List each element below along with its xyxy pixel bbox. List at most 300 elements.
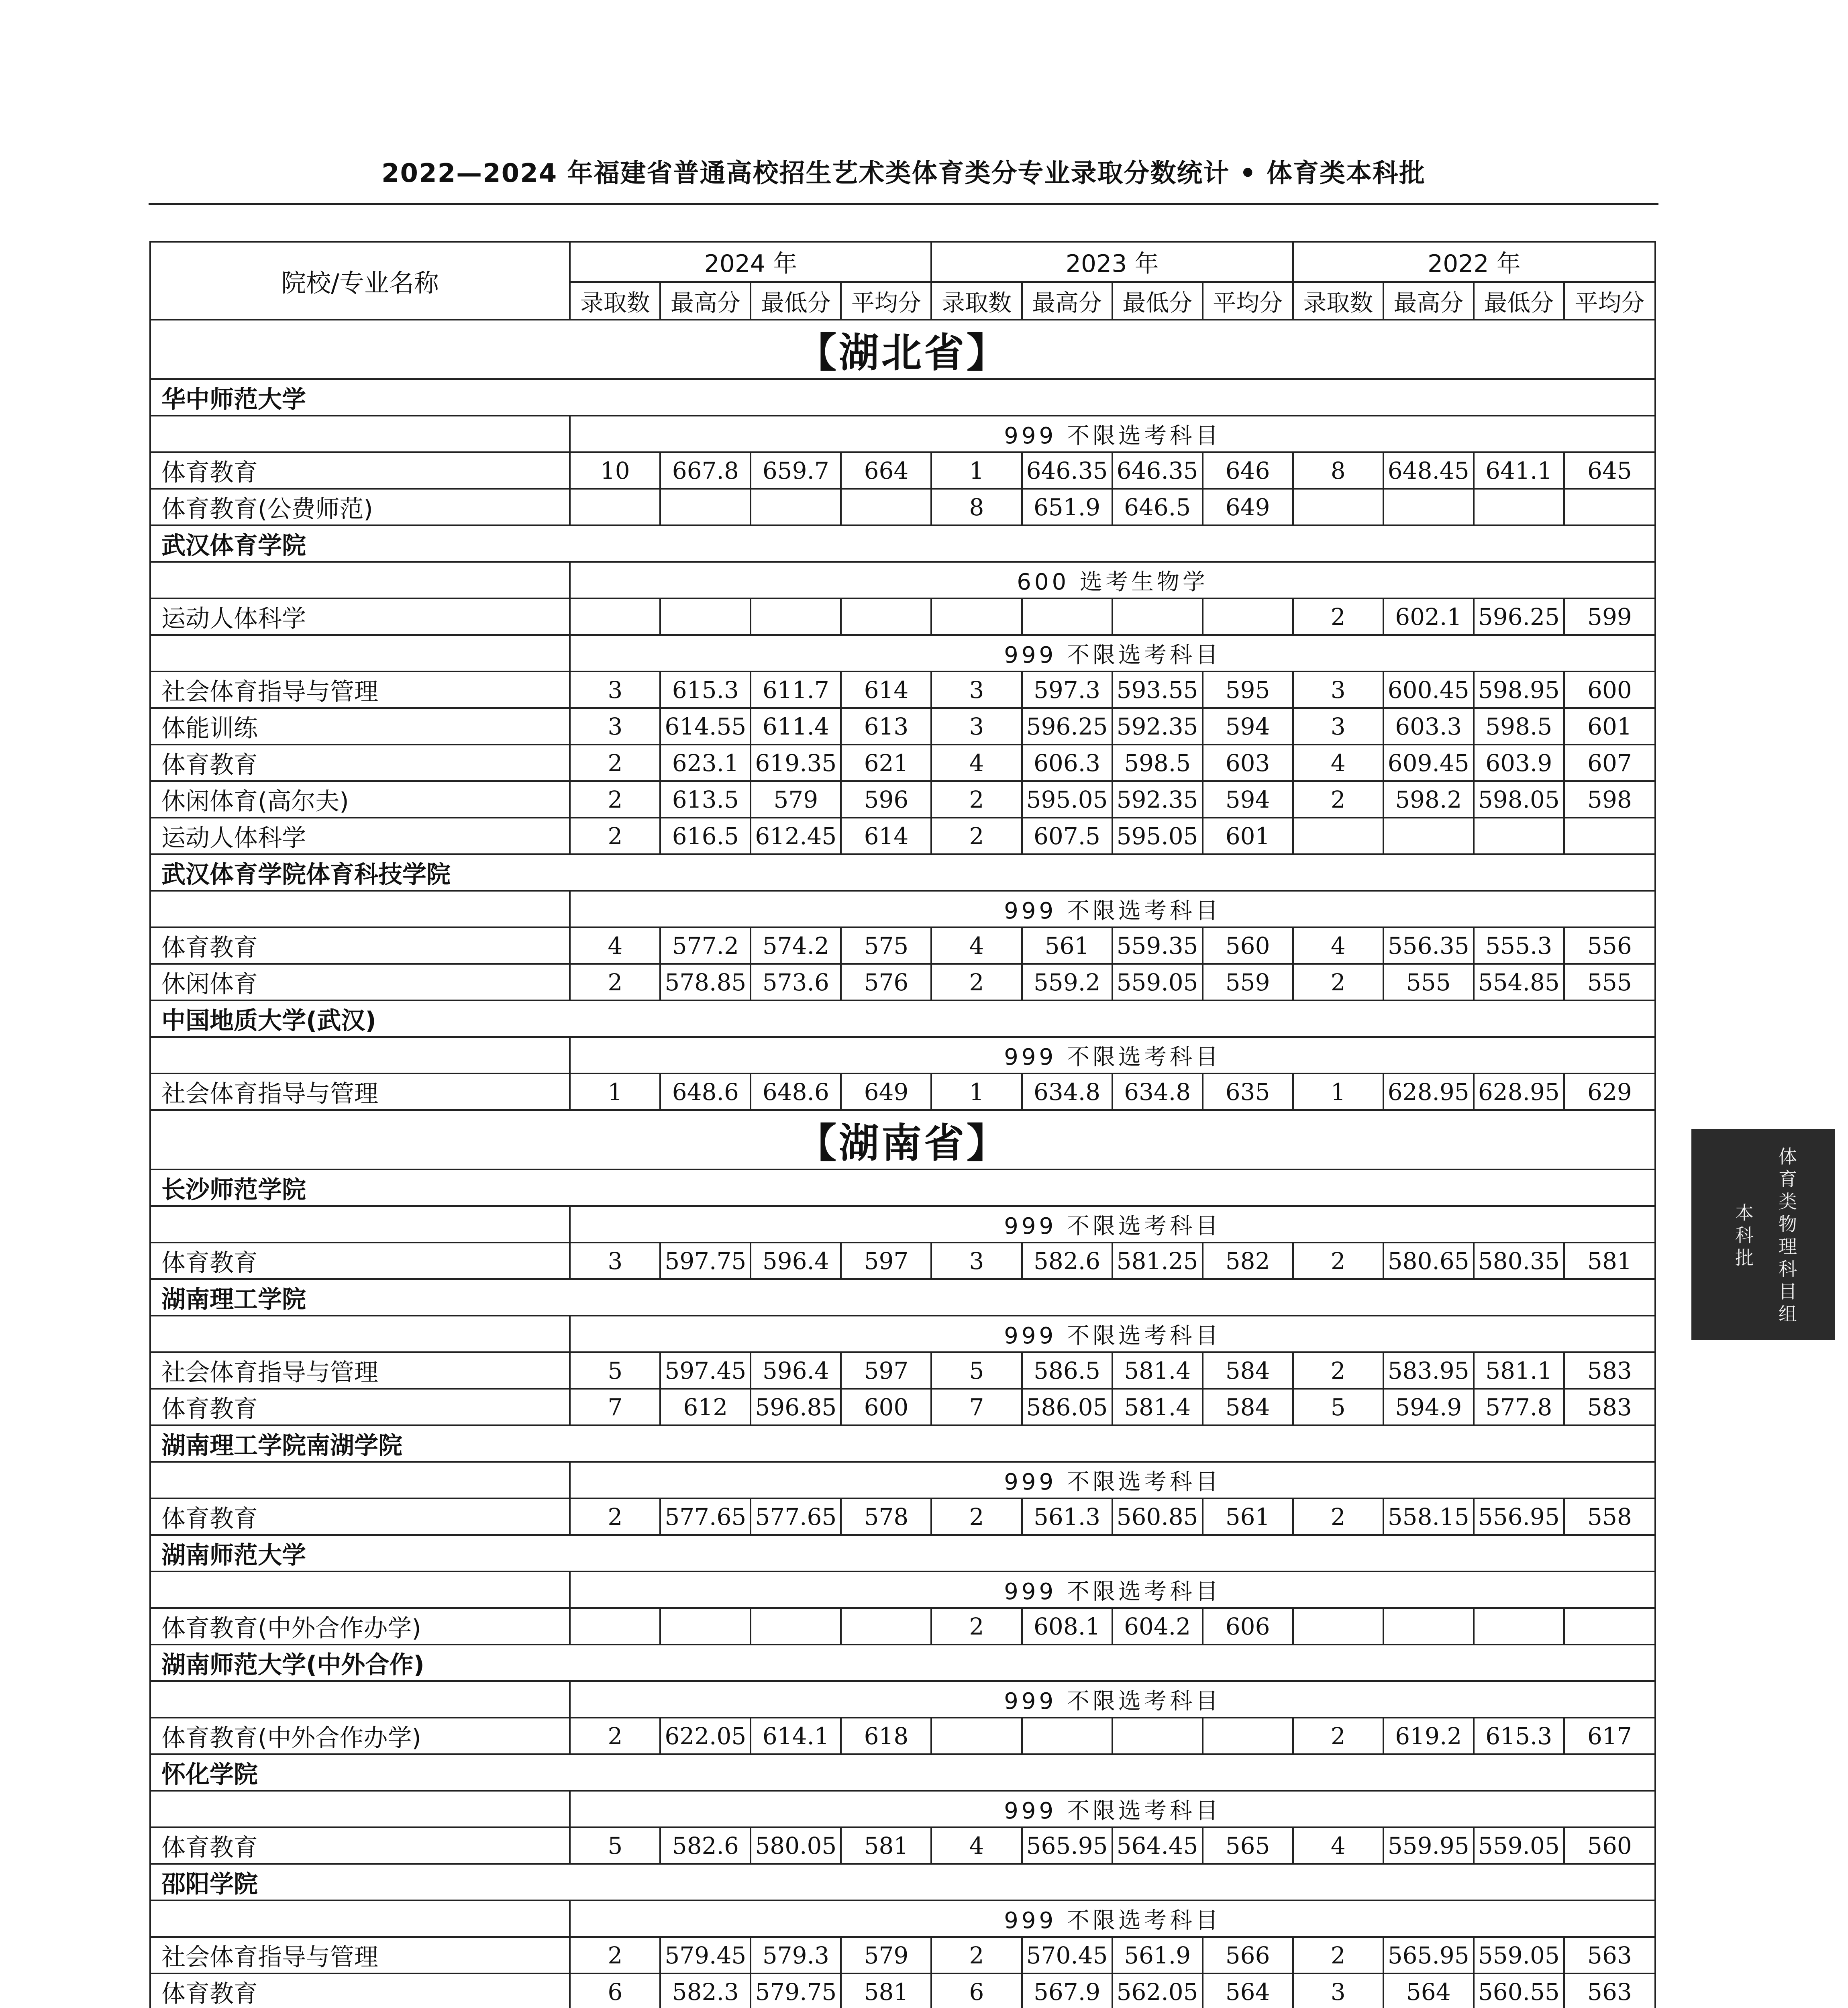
score-cell: 1 bbox=[570, 1073, 660, 1110]
score-cell: 603.3 bbox=[1383, 708, 1474, 745]
empty-cell bbox=[150, 1900, 570, 1937]
empty-cell bbox=[150, 635, 570, 671]
score-cell: 2 bbox=[1293, 964, 1383, 1000]
score-cell bbox=[1383, 489, 1474, 525]
school-name: 邵阳学院 bbox=[150, 1864, 1655, 1900]
score-cell: 617 bbox=[1564, 1718, 1655, 1754]
score-cell: 579 bbox=[751, 781, 841, 818]
score-cell: 648.6 bbox=[660, 1073, 751, 1110]
score-cell: 3 bbox=[570, 671, 660, 708]
score-cell: 648.6 bbox=[751, 1073, 841, 1110]
score-cell: 2 bbox=[570, 745, 660, 781]
score-cell: 566 bbox=[1203, 1937, 1293, 1973]
score-cell: 561 bbox=[1022, 927, 1112, 964]
score-cell: 621 bbox=[841, 745, 931, 781]
score-cell: 565.95 bbox=[1383, 1937, 1474, 1973]
score-cell: 651.9 bbox=[1022, 489, 1112, 525]
table-row bbox=[150, 671, 1655, 708]
major-name: 社会体育指导与管理 bbox=[150, 1073, 570, 1110]
score-cell bbox=[841, 1608, 931, 1645]
score-cell: 578.85 bbox=[660, 964, 751, 1000]
table-row bbox=[150, 818, 1655, 854]
score-cell: 645 bbox=[1564, 452, 1655, 489]
score-cell: 3 bbox=[1293, 671, 1383, 708]
score-cell bbox=[751, 598, 841, 635]
score-cell: 611.4 bbox=[751, 708, 841, 745]
score-cell: 2 bbox=[931, 1608, 1022, 1645]
school-name: 湖南师范大学 bbox=[150, 1535, 1655, 1571]
score-cell: 586.5 bbox=[1022, 1352, 1112, 1389]
sub-header-count: 录取数 bbox=[570, 282, 660, 320]
score-cell: 3 bbox=[931, 1243, 1022, 1279]
score-cell: 577.8 bbox=[1474, 1389, 1564, 1425]
score-cell: 4 bbox=[1293, 927, 1383, 964]
major-name: 运动人体科学 bbox=[150, 598, 570, 635]
score-cell: 579.75 bbox=[751, 1973, 841, 2008]
table-row bbox=[150, 1498, 1655, 1535]
school-row bbox=[150, 1000, 1655, 1037]
score-cell: 613.5 bbox=[660, 781, 751, 818]
major-name: 运动人体科学 bbox=[150, 818, 570, 854]
score-cell: 646.5 bbox=[1112, 489, 1203, 525]
score-cell: 560 bbox=[1564, 1827, 1655, 1864]
subject-requirement: 999 不限选考科目 bbox=[570, 635, 1655, 671]
school-name: 武汉体育学院体育科技学院 bbox=[150, 854, 1655, 891]
score-cell: 597 bbox=[841, 1352, 931, 1389]
score-cell: 596.4 bbox=[751, 1352, 841, 1389]
score-cell: 583.95 bbox=[1383, 1352, 1474, 1389]
score-cell: 649 bbox=[1203, 489, 1293, 525]
column-header-name: 院校/专业名称 bbox=[150, 242, 570, 320]
province-heading: 【湖北省】 bbox=[150, 320, 1655, 379]
sub-header-min: 最低分 bbox=[1474, 282, 1564, 320]
score-cell: 578 bbox=[841, 1498, 931, 1535]
score-cell bbox=[660, 489, 751, 525]
score-cell: 594 bbox=[1203, 708, 1293, 745]
score-cell: 599 bbox=[1564, 598, 1655, 635]
side-tab-char: 类 bbox=[1779, 1191, 1797, 1212]
score-cell: 4 bbox=[931, 1827, 1022, 1864]
subject-requirement-row bbox=[150, 1206, 1655, 1243]
score-cell: 2 bbox=[1293, 1352, 1383, 1389]
empty-cell bbox=[150, 1316, 570, 1352]
school-row bbox=[150, 1754, 1655, 1791]
major-name: 社会体育指导与管理 bbox=[150, 671, 570, 708]
school-name: 怀化学院 bbox=[150, 1754, 1655, 1791]
score-cell: 584 bbox=[1203, 1389, 1293, 1425]
score-cell: 614 bbox=[841, 818, 931, 854]
subject-requirement: 999 不限选考科目 bbox=[570, 891, 1655, 927]
score-cell: 596.25 bbox=[1022, 708, 1112, 745]
score-cell: 596.25 bbox=[1474, 598, 1564, 635]
score-cell: 3 bbox=[570, 1243, 660, 1279]
section-side-tab bbox=[1691, 1129, 1835, 1340]
score-cell: 575 bbox=[841, 927, 931, 964]
score-cell: 614.1 bbox=[751, 1718, 841, 1754]
admission-score-table bbox=[149, 241, 1656, 2008]
side-tab-char: 物 bbox=[1779, 1213, 1797, 1235]
sub-header-min: 最低分 bbox=[1112, 282, 1203, 320]
subject-requirement: 999 不限选考科目 bbox=[570, 1681, 1655, 1718]
score-cell: 607 bbox=[1564, 745, 1655, 781]
score-cell: 608.1 bbox=[1022, 1608, 1112, 1645]
score-cell: 596.4 bbox=[751, 1243, 841, 1279]
score-cell: 6 bbox=[570, 1973, 660, 2008]
side-tab-char: 本 bbox=[1735, 1202, 1754, 1224]
score-cell: 606.3 bbox=[1022, 745, 1112, 781]
score-cell: 619.2 bbox=[1383, 1718, 1474, 1754]
score-cell: 616.5 bbox=[660, 818, 751, 854]
score-cell: 598.5 bbox=[1112, 745, 1203, 781]
subject-requirement-row bbox=[150, 891, 1655, 927]
score-cell: 4 bbox=[931, 927, 1022, 964]
score-cell: 598 bbox=[1564, 781, 1655, 818]
score-cell: 561.9 bbox=[1112, 1937, 1203, 1973]
score-cell: 576 bbox=[841, 964, 931, 1000]
score-cell: 628.95 bbox=[1474, 1073, 1564, 1110]
score-cell: 2 bbox=[1293, 1718, 1383, 1754]
score-cell: 581.1 bbox=[1474, 1352, 1564, 1389]
score-cell: 606 bbox=[1203, 1608, 1293, 1645]
table-row bbox=[150, 781, 1655, 818]
score-cell: 559.2 bbox=[1022, 964, 1112, 1000]
score-cell: 614 bbox=[841, 671, 931, 708]
score-cell: 2 bbox=[570, 1498, 660, 1535]
subject-requirement: 999 不限选考科目 bbox=[570, 1900, 1655, 1937]
major-name: 体育教育(公费师范) bbox=[150, 489, 570, 525]
major-name: 体育教育 bbox=[150, 1827, 570, 1864]
subject-requirement: 999 不限选考科目 bbox=[570, 1462, 1655, 1498]
score-cell: 615.3 bbox=[660, 671, 751, 708]
score-cell: 581.25 bbox=[1112, 1243, 1203, 1279]
score-cell: 618 bbox=[841, 1718, 931, 1754]
major-name: 社会体育指导与管理 bbox=[150, 1937, 570, 1973]
score-cell bbox=[660, 598, 751, 635]
score-cell: 597 bbox=[841, 1243, 931, 1279]
subject-requirement-row bbox=[150, 1462, 1655, 1498]
school-row bbox=[150, 854, 1655, 891]
score-cell: 601 bbox=[1564, 708, 1655, 745]
score-cell: 565.95 bbox=[1022, 1827, 1112, 1864]
table-row bbox=[150, 1608, 1655, 1645]
major-name: 体育教育 bbox=[150, 1498, 570, 1535]
score-cell: 604.2 bbox=[1112, 1608, 1203, 1645]
score-cell: 592.35 bbox=[1112, 781, 1203, 818]
score-cell: 8 bbox=[1293, 452, 1383, 489]
score-cell: 556.35 bbox=[1383, 927, 1474, 964]
score-cell bbox=[1564, 489, 1655, 525]
score-cell: 607.5 bbox=[1022, 818, 1112, 854]
score-cell: 564 bbox=[1203, 1973, 1293, 2008]
score-cell: 667.8 bbox=[660, 452, 751, 489]
school-row bbox=[150, 1864, 1655, 1900]
score-cell bbox=[570, 598, 660, 635]
table-body bbox=[150, 320, 1655, 2008]
major-name: 体育教育(中外合作办学) bbox=[150, 1718, 570, 1754]
score-cell bbox=[570, 489, 660, 525]
score-cell: 596.85 bbox=[751, 1389, 841, 1425]
score-cell: 597.45 bbox=[660, 1352, 751, 1389]
score-cell bbox=[1564, 1608, 1655, 1645]
score-cell: 7 bbox=[931, 1389, 1022, 1425]
subject-requirement-row bbox=[150, 635, 1655, 671]
score-cell: 2 bbox=[931, 781, 1022, 818]
major-name: 体育教育 bbox=[150, 452, 570, 489]
score-cell: 559.95 bbox=[1383, 1827, 1474, 1864]
score-cell: 567.9 bbox=[1022, 1973, 1112, 2008]
score-cell bbox=[841, 489, 931, 525]
score-cell bbox=[841, 598, 931, 635]
score-cell bbox=[751, 1608, 841, 1645]
side-tab-category bbox=[1777, 1145, 1799, 1325]
score-cell: 581 bbox=[841, 1827, 931, 1864]
score-cell: 595.05 bbox=[1022, 781, 1112, 818]
score-cell: 579.45 bbox=[660, 1937, 751, 1973]
table-row bbox=[150, 1243, 1655, 1279]
province-heading: 【湖南省】 bbox=[150, 1110, 1655, 1169]
score-cell: 581.4 bbox=[1112, 1352, 1203, 1389]
score-cell: 598.2 bbox=[1383, 781, 1474, 818]
score-cell bbox=[1293, 489, 1383, 525]
major-name: 体育教育 bbox=[150, 1973, 570, 2008]
score-cell: 615.3 bbox=[1474, 1718, 1564, 1754]
score-cell bbox=[1112, 1718, 1203, 1754]
score-cell bbox=[1383, 818, 1474, 854]
province-row bbox=[150, 320, 1655, 379]
score-cell: 2 bbox=[931, 964, 1022, 1000]
score-cell: 579.3 bbox=[751, 1937, 841, 1973]
score-cell: 5 bbox=[1293, 1389, 1383, 1425]
subject-requirement: 999 不限选考科目 bbox=[570, 1316, 1655, 1352]
table-row bbox=[150, 1937, 1655, 1973]
score-cell: 2 bbox=[1293, 1937, 1383, 1973]
score-cell: 598.5 bbox=[1474, 708, 1564, 745]
subject-requirement-row bbox=[150, 1037, 1655, 1073]
score-cell: 1 bbox=[1293, 1073, 1383, 1110]
table-row bbox=[150, 1827, 1655, 1864]
table-row bbox=[150, 745, 1655, 781]
score-cell: 564 bbox=[1383, 1973, 1474, 2008]
score-cell: 3 bbox=[1293, 1973, 1383, 2008]
school-name: 武汉体育学院 bbox=[150, 525, 1655, 562]
sub-header-min: 最低分 bbox=[751, 282, 841, 320]
page-header-title: 2022—2024 年福建省普通高校招生艺术类体育类分专业录取分数统计 • 体育类本科批 bbox=[381, 159, 1426, 188]
score-cell bbox=[1022, 1718, 1112, 1754]
score-cell bbox=[1474, 1608, 1564, 1645]
score-cell: 2 bbox=[570, 964, 660, 1000]
table-row bbox=[150, 1973, 1655, 2008]
score-cell: 2 bbox=[570, 781, 660, 818]
score-cell: 561.3 bbox=[1022, 1498, 1112, 1535]
score-cell bbox=[931, 598, 1022, 635]
score-cell: 600 bbox=[841, 1389, 931, 1425]
score-cell bbox=[1474, 489, 1564, 525]
score-cell: 582.6 bbox=[660, 1827, 751, 1864]
school-row bbox=[150, 1645, 1655, 1681]
score-cell: 7 bbox=[570, 1389, 660, 1425]
score-cell: 635 bbox=[1203, 1073, 1293, 1110]
score-cell: 600.45 bbox=[1383, 671, 1474, 708]
score-cell: 648.45 bbox=[1383, 452, 1474, 489]
sub-header-max: 最高分 bbox=[1022, 282, 1112, 320]
score-cell: 6 bbox=[931, 1973, 1022, 2008]
score-cell: 4 bbox=[1293, 1827, 1383, 1864]
score-cell: 1 bbox=[931, 1073, 1022, 1110]
side-tab-batch bbox=[1733, 1202, 1756, 1269]
score-cell: 580.05 bbox=[751, 1827, 841, 1864]
score-cell bbox=[931, 1718, 1022, 1754]
score-cell: 634.8 bbox=[1022, 1073, 1112, 1110]
score-cell: 2 bbox=[1293, 1243, 1383, 1279]
score-cell: 5 bbox=[570, 1352, 660, 1389]
score-cell: 597.3 bbox=[1022, 671, 1112, 708]
score-cell: 3 bbox=[931, 671, 1022, 708]
sub-header-avg: 平均分 bbox=[1564, 282, 1655, 320]
table-row bbox=[150, 708, 1655, 745]
score-cell: 623.1 bbox=[660, 745, 751, 781]
subject-requirement: 999 不限选考科目 bbox=[570, 416, 1655, 452]
side-tab-char: 体 bbox=[1779, 1146, 1797, 1167]
score-cell: 3 bbox=[931, 708, 1022, 745]
score-cell: 598.05 bbox=[1474, 781, 1564, 818]
score-cell: 2 bbox=[931, 1498, 1022, 1535]
school-row bbox=[150, 525, 1655, 562]
score-cell: 560.55 bbox=[1474, 1973, 1564, 2008]
table-row bbox=[150, 452, 1655, 489]
score-cell: 4 bbox=[931, 745, 1022, 781]
score-cell: 634.8 bbox=[1112, 1073, 1203, 1110]
table-row bbox=[150, 1718, 1655, 1754]
score-cell: 560.85 bbox=[1112, 1498, 1203, 1535]
score-cell: 2 bbox=[570, 818, 660, 854]
score-cell: 570.45 bbox=[1022, 1937, 1112, 1973]
score-cell: 563 bbox=[1564, 1937, 1655, 1973]
score-cell: 614.55 bbox=[660, 708, 751, 745]
score-cell bbox=[1022, 598, 1112, 635]
subject-requirement: 600 选考生物学 bbox=[570, 562, 1655, 598]
sub-header-avg: 平均分 bbox=[841, 282, 931, 320]
table-row bbox=[150, 1389, 1655, 1425]
school-name: 长沙师范学院 bbox=[150, 1169, 1655, 1206]
subject-requirement-row bbox=[150, 562, 1655, 598]
score-cell: 582.6 bbox=[1022, 1243, 1112, 1279]
score-cell: 598.95 bbox=[1474, 671, 1564, 708]
score-cell: 2 bbox=[1293, 598, 1383, 635]
sub-header-max: 最高分 bbox=[1383, 282, 1474, 320]
score-cell: 559.05 bbox=[1474, 1937, 1564, 1973]
score-cell: 580.65 bbox=[1383, 1243, 1474, 1279]
score-cell: 577.65 bbox=[660, 1498, 751, 1535]
score-cell bbox=[1474, 818, 1564, 854]
empty-cell bbox=[150, 891, 570, 927]
school-name: 华中师范大学 bbox=[150, 379, 1655, 416]
score-cell: 564.45 bbox=[1112, 1827, 1203, 1864]
empty-cell bbox=[150, 416, 570, 452]
year-header-2024: 2024 年 bbox=[570, 242, 931, 282]
school-row bbox=[150, 1535, 1655, 1571]
table-row bbox=[150, 1352, 1655, 1389]
side-tab-char: 育 bbox=[1779, 1168, 1797, 1190]
empty-cell bbox=[150, 1571, 570, 1608]
side-tab-char: 目 bbox=[1779, 1281, 1797, 1302]
empty-cell bbox=[150, 1791, 570, 1827]
score-cell: 622.05 bbox=[660, 1718, 751, 1754]
empty-cell bbox=[150, 1462, 570, 1498]
score-cell: 559.35 bbox=[1112, 927, 1203, 964]
sub-header-max: 最高分 bbox=[660, 282, 751, 320]
header-divider bbox=[149, 203, 1658, 205]
score-cell: 562.05 bbox=[1112, 1973, 1203, 2008]
subject-requirement-row bbox=[150, 1791, 1655, 1827]
year-header-2022: 2022 年 bbox=[1293, 242, 1655, 282]
score-cell: 554.85 bbox=[1474, 964, 1564, 1000]
score-cell: 559.05 bbox=[1112, 964, 1203, 1000]
score-cell: 556.95 bbox=[1474, 1498, 1564, 1535]
score-cell bbox=[1203, 1718, 1293, 1754]
score-cell: 628.95 bbox=[1383, 1073, 1474, 1110]
score-cell: 582.3 bbox=[660, 1973, 751, 2008]
score-cell: 2 bbox=[1293, 781, 1383, 818]
sub-header-avg: 平均分 bbox=[1203, 282, 1293, 320]
subject-requirement: 999 不限选考科目 bbox=[570, 1037, 1655, 1073]
school-name: 中国地质大学(武汉) bbox=[150, 1000, 1655, 1037]
empty-cell bbox=[150, 562, 570, 598]
score-cell bbox=[1293, 1608, 1383, 1645]
side-tab-char: 科 bbox=[1735, 1224, 1754, 1246]
score-cell: 597.75 bbox=[660, 1243, 751, 1279]
score-cell: 611.7 bbox=[751, 671, 841, 708]
score-cell: 558.15 bbox=[1383, 1498, 1474, 1535]
score-cell: 601 bbox=[1203, 818, 1293, 854]
empty-cell bbox=[150, 1206, 570, 1243]
table-row bbox=[150, 964, 1655, 1000]
score-cell: 612.45 bbox=[751, 818, 841, 854]
subject-requirement: 999 不限选考科目 bbox=[570, 1206, 1655, 1243]
major-name: 体育教育 bbox=[150, 1389, 570, 1425]
major-name: 社会体育指导与管理 bbox=[150, 1352, 570, 1389]
score-cell: 586.05 bbox=[1022, 1389, 1112, 1425]
score-cell: 581 bbox=[1564, 1243, 1655, 1279]
score-cell: 580.35 bbox=[1474, 1243, 1564, 1279]
score-cell bbox=[1293, 818, 1383, 854]
score-cell: 593.55 bbox=[1112, 671, 1203, 708]
score-cell: 556 bbox=[1564, 927, 1655, 964]
score-cell: 2 bbox=[931, 1937, 1022, 1973]
score-cell: 559 bbox=[1203, 964, 1293, 1000]
major-name: 体育教育(中外合作办学) bbox=[150, 1608, 570, 1645]
major-name: 休闲体育(高尔夫) bbox=[150, 781, 570, 818]
score-cell: 584 bbox=[1203, 1352, 1293, 1389]
school-row bbox=[150, 1169, 1655, 1206]
score-cell: 577.65 bbox=[751, 1498, 841, 1535]
score-cell: 573.6 bbox=[751, 964, 841, 1000]
score-cell: 565 bbox=[1203, 1827, 1293, 1864]
subject-requirement: 999 不限选考科目 bbox=[570, 1791, 1655, 1827]
score-cell: 582 bbox=[1203, 1243, 1293, 1279]
major-name: 体育教育 bbox=[150, 1243, 570, 1279]
score-cell: 3 bbox=[570, 708, 660, 745]
score-cell: 558 bbox=[1564, 1498, 1655, 1535]
score-cell: 641.1 bbox=[1474, 452, 1564, 489]
school-row bbox=[150, 1279, 1655, 1316]
subject-requirement-row bbox=[150, 416, 1655, 452]
table-row bbox=[150, 1073, 1655, 1110]
score-cell: 5 bbox=[570, 1827, 660, 1864]
score-cell: 1 bbox=[931, 452, 1022, 489]
score-cell: 10 bbox=[570, 452, 660, 489]
score-cell: 2 bbox=[570, 1937, 660, 1973]
score-cell: 629 bbox=[1564, 1073, 1655, 1110]
